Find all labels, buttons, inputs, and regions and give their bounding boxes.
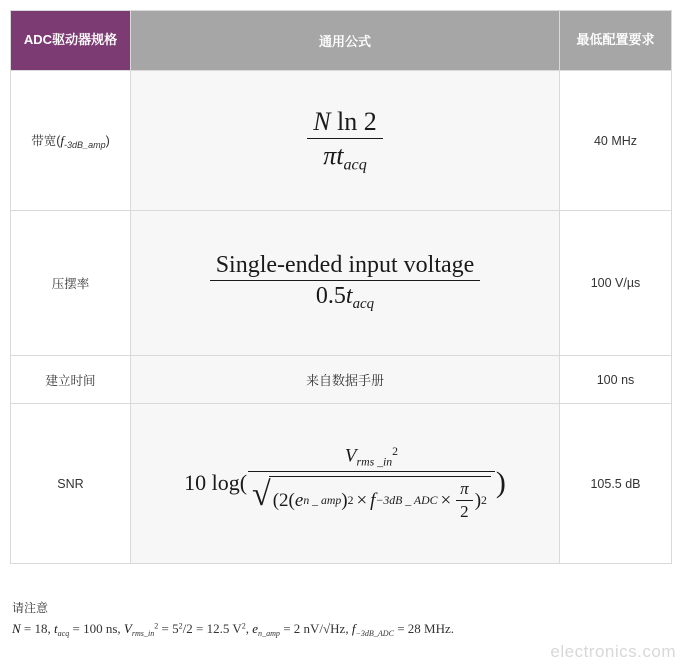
fraction-denominator — [307, 139, 383, 175]
radicand-e: e — [294, 489, 304, 511]
row-label-snr: SNR — [11, 404, 131, 564]
table-header-row — [11, 11, 672, 71]
note-v-sup: 2 — [154, 621, 159, 631]
notes-line — [12, 618, 662, 641]
watermark: electronics.com — [550, 642, 676, 661]
note-n-value: = 18, — [20, 621, 55, 637]
radicand-sup: 2 — [481, 493, 487, 507]
note-e-value: = 2 nV/√Hz, — [279, 621, 352, 637]
formula-cell-slew-rate — [131, 211, 560, 356]
formula-slew-rate — [210, 252, 481, 313]
note-v-value3: , — [245, 621, 253, 637]
note-v-sup3: 2 — [241, 621, 246, 631]
radicand-open-paren: ( — [272, 489, 280, 511]
table-row — [11, 71, 672, 211]
note-v-value: = 5 — [158, 621, 179, 637]
label-close-paren: ) — [105, 133, 110, 148]
value-cell-bandwidth: 40 MHz — [560, 71, 672, 211]
note-v-sup2: 2 — [178, 621, 183, 631]
note-f: f — [351, 621, 356, 637]
radicand-e-sub: n _ amp — [303, 493, 342, 507]
radicand-times-1: × — [356, 489, 368, 511]
note-e: e — [252, 621, 259, 637]
note-e-sub: n_amp — [258, 629, 280, 639]
radicand-e-close: ) — [341, 489, 348, 511]
fraction-numerator — [307, 107, 383, 139]
snr-denominator — [248, 472, 495, 522]
note-f-sub: −3dB_ADC — [355, 629, 394, 639]
note-v-sub: rms_in — [131, 629, 155, 639]
square-root — [252, 476, 491, 522]
row-label-slew-rate: 压摆率 — [11, 211, 131, 356]
radicand-close-paren: ) — [474, 489, 482, 511]
fraction-denominator — [210, 281, 481, 313]
snr-num-v: V — [344, 445, 357, 467]
numerator-ln2: ln 2 — [337, 106, 377, 136]
radicand-times-2: × — [440, 489, 452, 511]
note-v: V — [123, 621, 132, 637]
table-row — [11, 356, 672, 404]
snr-lead: 10 log( — [184, 470, 248, 496]
note-t-value: = 100 ns, — [69, 621, 124, 637]
row-label-bandwidth — [11, 71, 131, 211]
label-var-f: f — [60, 132, 65, 148]
radicand — [269, 476, 491, 522]
notes-section — [12, 598, 662, 641]
formula-bandwidth — [307, 107, 383, 175]
note-t: t — [54, 621, 58, 637]
snr-num-sup: 2 — [392, 444, 399, 458]
formula-snr — [131, 445, 559, 523]
inner-num-pi: π — [456, 479, 473, 501]
formula-cell-bandwidth — [131, 71, 560, 211]
note-n: N — [12, 621, 21, 637]
header-cell-formula: 通用公式 — [131, 11, 560, 71]
snr-fraction — [248, 445, 495, 523]
value-cell-settling-time: 100 ns — [560, 356, 672, 404]
value-cell-snr: 105.5 dB — [560, 404, 672, 564]
radicand-pi-over-two — [456, 479, 473, 522]
formula-cell-settling-time: 来自数据手册 — [131, 356, 560, 404]
radical-icon: √ — [252, 476, 271, 514]
label-sub-3db-amp: -3dB_amp — [64, 140, 106, 151]
denominator-t: t — [345, 283, 353, 310]
note-t-sub: acq — [57, 629, 70, 639]
snr-numerator — [248, 445, 495, 473]
note-f-value: = 28 MHz. — [393, 621, 455, 637]
denominator-coefficient: 0.5 — [315, 283, 346, 310]
table-row — [11, 404, 672, 564]
label-text-bandwidth: 带宽( — [31, 133, 61, 148]
inner-den-two: 2 — [460, 502, 469, 522]
snr-trailing-paren: ) — [495, 466, 506, 500]
adc-driver-spec-table-container — [10, 10, 672, 564]
fraction-slew-rate — [210, 252, 481, 313]
radicand-f: f — [370, 489, 376, 511]
header-cell-spec: ADC驱动器规格 — [11, 11, 131, 71]
table-row — [11, 211, 672, 356]
value-cell-slew-rate: 100 V/µs — [560, 211, 672, 356]
fraction-bandwidth — [307, 107, 383, 175]
radicand-e-sup: 2 — [347, 493, 354, 507]
denominator-t: t — [336, 140, 344, 170]
table-body — [11, 71, 672, 564]
numerator-n: N — [313, 106, 331, 136]
radicand-two-open: 2( — [279, 489, 295, 511]
radicand-f-sub: −3dB _ ADC — [375, 493, 438, 507]
snr-num-sub: rms _in — [356, 455, 393, 469]
denominator-pi: π — [323, 140, 337, 170]
denominator-sub-acq: acq — [352, 296, 375, 313]
fraction-numerator: Single-ended input voltage — [210, 252, 481, 281]
row-label-settling-time: 建立时间 — [11, 356, 131, 404]
adc-driver-spec-table — [10, 10, 672, 564]
table-header — [11, 11, 672, 71]
notes-title: 请注意 — [12, 601, 49, 615]
denominator-sub-acq: acq — [343, 156, 367, 174]
header-cell-requirement: 最低配置要求 — [560, 11, 672, 71]
note-v-value2: /2 = 12.5 V — [182, 621, 242, 637]
formula-cell-snr — [131, 404, 560, 564]
